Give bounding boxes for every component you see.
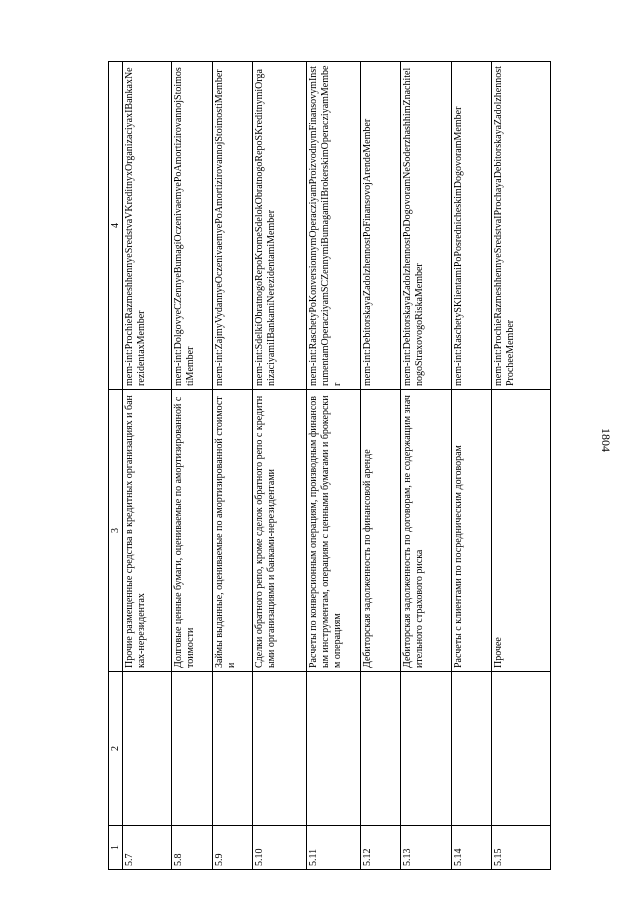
member-code-cell: mem-int:RaschetySKlientamiPoPosrednicheskimDogovoramMember — [452, 62, 492, 390]
data-table — [108, 61, 551, 870]
row-number-cell: 5.9 — [213, 826, 253, 870]
description-cell: Займы выданные, оцениваемые по амортизированной стоимости — [213, 390, 253, 672]
table-row — [307, 62, 361, 870]
column-2-cell — [452, 672, 492, 826]
member-code-cell: mem-int:DebitorskayaZadolzhennostPoFinansovojArendeMember — [361, 62, 401, 390]
header-cell: 1 — [109, 826, 123, 870]
member-code-cell: mem-int:ZajmyVydannyeOczenivaemyePoAmortizirovannojStoimostiMember — [213, 62, 253, 390]
row-number-cell: 5.7 — [123, 826, 172, 870]
description-cell: Дебиторская задолженность по финансовой аренде — [361, 390, 401, 672]
table-header-row — [109, 62, 123, 870]
column-2-cell — [401, 672, 452, 826]
table-row — [123, 62, 172, 870]
description-cell: Расчеты по конверсионным операциям, производным финансовым инструментам, операциям с ценными бумагами и брокерским операциям — [307, 390, 361, 672]
table-row — [361, 62, 401, 870]
description-cell: Долговые ценные бумаги, оцениваемые по амортизированной стоимости — [172, 390, 213, 672]
rotated-table-container — [108, 62, 550, 870]
row-number-cell: 5.15 — [492, 826, 551, 870]
column-2-cell — [361, 672, 401, 826]
row-number-cell: 5.13 — [401, 826, 452, 870]
header-cell: 3 — [109, 390, 123, 672]
member-code-cell: mem-int:SdelkiObratnogoRepoKromeSdelokObratnogoRepoSKreditnymiOrganizaciyamiIBankamiNerezidentamiMember — [253, 62, 307, 390]
table-row — [213, 62, 253, 870]
description-cell: Дебиторская задолженность по договорам, не содержащим значительного страхового риска — [401, 390, 452, 672]
table-row — [401, 62, 452, 870]
member-code-cell: mem-int:ProchieRazmeshhennyeSredstvaIProchayaDebitorskayaZadolzhennostProcheeMember — [492, 62, 551, 390]
header-cell: 2 — [109, 672, 123, 826]
description-cell: Прочее — [492, 390, 551, 672]
row-number-cell: 5.14 — [452, 826, 492, 870]
page-number: 1804 — [599, 428, 613, 452]
column-2-cell — [307, 672, 361, 826]
header-cell: 4 — [109, 62, 123, 390]
member-code-cell: mem-int:ProchieRazmeshhennyeSredstvaVKreditnyxOrganizaciyaxIBankaxNerezidentaxMember — [123, 62, 172, 390]
column-2-cell — [172, 672, 213, 826]
member-code-cell: mem-int:DolgovyeCZennyeBumagiOczenivaemyePoAmortizirovannojStoimostiMember — [172, 62, 213, 390]
table-row — [253, 62, 307, 870]
row-number-cell: 5.8 — [172, 826, 213, 870]
row-number-cell: 5.12 — [361, 826, 401, 870]
description-cell: Расчеты с клиентами по посредническим договорам — [452, 390, 492, 672]
description-cell: Прочие размещенные средства в кредитных организациях и банках-нерезидентах — [123, 390, 172, 672]
column-2-cell — [253, 672, 307, 826]
table-row — [172, 62, 213, 870]
member-code-cell: mem-int:DebitorskayaZadolzhennostPoDogovoramNeSoderzhashhimZnachitelnogoStraxovogoRiskaMember — [401, 62, 452, 390]
description-cell: Сделки обратного репо, кроме сделок обратного репо с кредитными организациями и банками-нерезидентами — [253, 390, 307, 672]
table-row — [452, 62, 492, 870]
table-row — [492, 62, 551, 870]
member-code-cell: mem-int:RaschetyPoKonversionnymOperacziyamProizvodnymFinansovymInstrumentamOperacziyamSCZennymiBumagamiIBrokerskimOperacziyamMember — [307, 62, 361, 390]
row-number-cell: 5.10 — [253, 826, 307, 870]
column-2-cell — [492, 672, 551, 826]
column-2-cell — [213, 672, 253, 826]
column-2-cell — [123, 672, 172, 826]
row-number-cell: 5.11 — [307, 826, 361, 870]
